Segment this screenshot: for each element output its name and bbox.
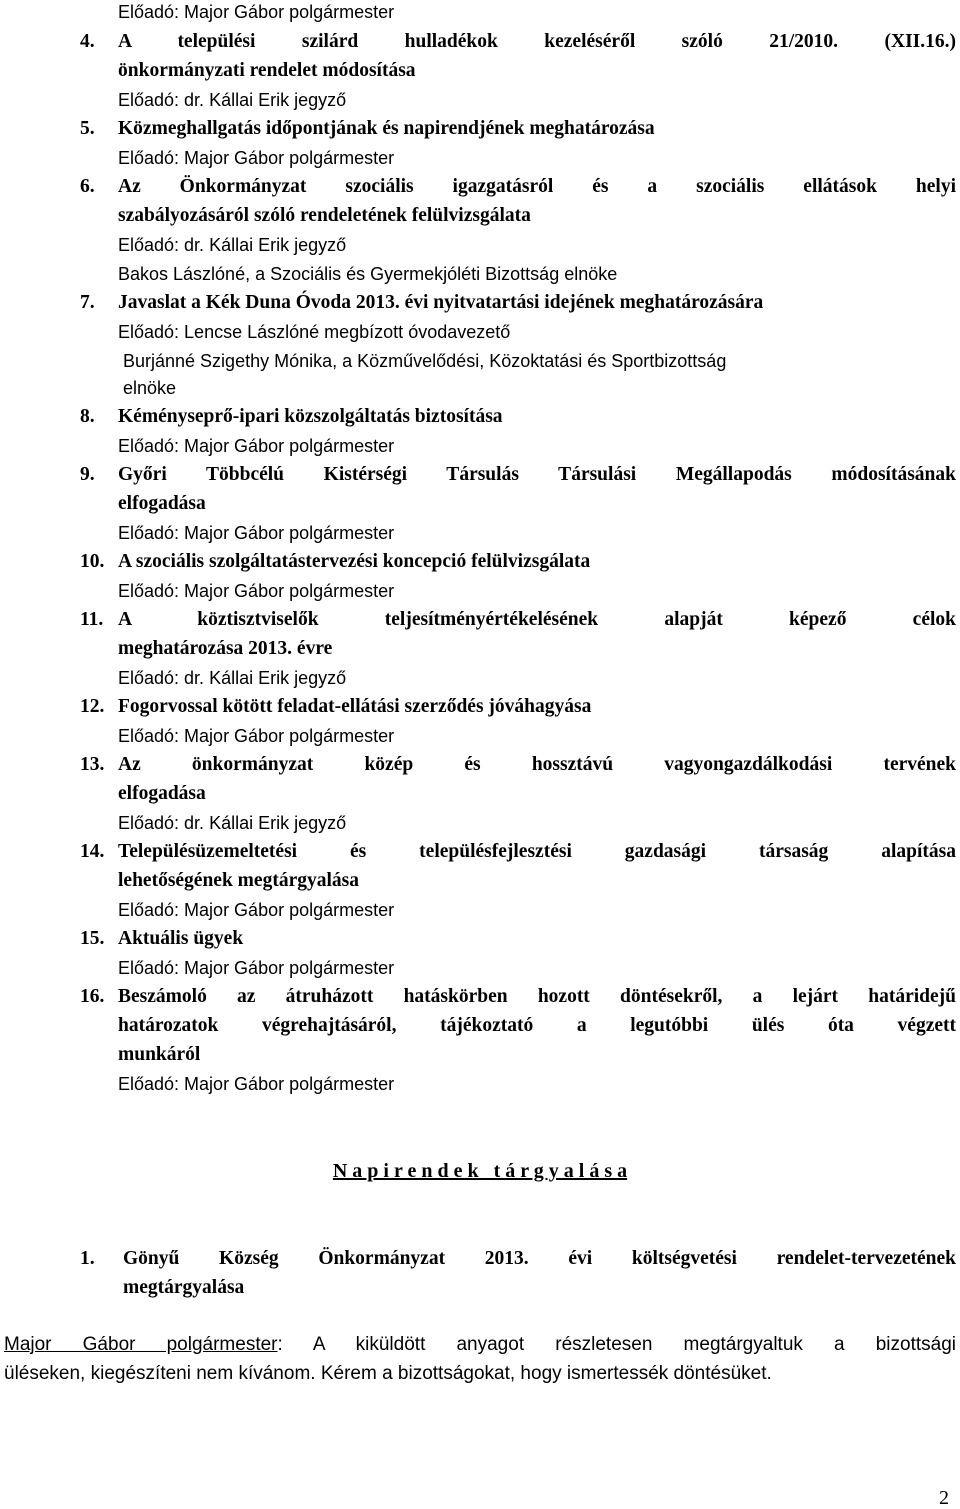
speaker-name: Major Gábor polgármester <box>4 1334 278 1355</box>
agenda-item-number: 5. <box>80 118 95 139</box>
agenda-item-title-cont: elfogadása <box>118 783 206 804</box>
agenda-item-title: Településüzemeltetési és településfejlesztési gazdasági társaság alapítása <box>118 841 956 862</box>
agenda-item-title: Aktuális ügyek <box>118 928 244 949</box>
agenda-item-title: Az önkormányzat közép és hossztávú vagyongazdálkodási tervének <box>118 754 956 775</box>
agenda-item-title-cont: szabályozásáról szóló rendeletének felülvizsgálata <box>118 205 531 226</box>
agenda-item-number: 11. <box>80 609 104 630</box>
agenda-item-title: A köztisztviselők teljesítményértékelésének alapját képező célok <box>118 609 956 630</box>
agenda-item-number: 8. <box>80 406 95 427</box>
agenda-item-title: A szociális szolgáltatástervezési koncepció felülvizsgálata <box>118 551 591 572</box>
agenda-item-title: Fogorvossal kötött feladat-ellátási szerződés jóváhagyása <box>118 696 592 717</box>
agenda-item-title-cont: elfogadása <box>118 493 206 514</box>
presenter-line: Előadó: Lencse Lászlóné megbízott óvodavezető <box>118 322 511 342</box>
presenter-line: Előadó: Major Gábor polgármester <box>118 148 395 168</box>
co-presenter-line-cont: elnöke <box>123 378 177 398</box>
agenda-item-number: 6. <box>80 176 95 197</box>
presenter-line: Előadó: Major Gábor polgármester <box>118 726 395 746</box>
agenda-item-title: Győri Többcélú Kistérségi Társulás Társulási Megállapodás módosításának <box>118 464 956 485</box>
agenda-item-number: 9. <box>80 464 95 485</box>
agenda-item-title: Az Önkormányzat szociális igazgatásról és a szociális ellátások helyi <box>118 176 956 197</box>
agenda-item-number: 14. <box>80 841 105 862</box>
co-presenter-line: Bakos Lászlóné, a Szociális és Gyermekjóléti Bizottság elnöke <box>118 264 618 284</box>
discussion-item-number: 1. <box>80 1248 95 1269</box>
presenter-line: Előadó: dr. Kállai Erik jegyző <box>118 813 347 833</box>
agenda-item-title: Beszámoló az átruházott hatáskörben hozott döntésekről, a lejárt határidejű <box>118 986 956 1007</box>
agenda-item-number: 16. <box>80 986 105 1007</box>
presenter-line: Előadó: dr. Kállai Erik jegyző <box>118 668 347 688</box>
presenter-line: Előadó: dr. Kállai Erik jegyző <box>118 90 347 110</box>
presenter-line: Előadó: Major Gábor polgármester <box>118 1074 395 1094</box>
presenter-line: Előadó: dr. Kállai Erik jegyző <box>118 235 347 255</box>
agenda-item-title: Közmeghallgatás időpontjának és napirendjének meghatározása <box>118 118 655 139</box>
agenda-item-title-cont: munkáról <box>118 1044 201 1065</box>
agenda-item-title-cont: határozatok végrehajtásáról, tájékoztató a legutóbbi ülés óta végzett <box>118 1015 956 1036</box>
agenda-item-number: 12. <box>80 696 105 717</box>
page-number: 2 <box>939 1487 949 1509</box>
presenter-line: Előadó: Major Gábor polgármester <box>118 2 395 22</box>
discussion-item-title-cont: megtárgyalása <box>123 1277 245 1298</box>
speech-text: : A kiküldött anyagot részletesen megtárgyaltuk a bizottsági <box>277 1334 957 1355</box>
speech-paragraph <box>4 1333 956 1357</box>
agenda-item-title-cont: önkormányzati rendelet módosítása <box>118 60 416 81</box>
agenda-item-number: 7. <box>80 292 95 313</box>
agenda-item-number: 15. <box>80 928 105 949</box>
agenda-item-title-cont: lehetőségének megtárgyalása <box>118 870 359 891</box>
presenter-line: Előadó: Major Gábor polgármester <box>118 958 395 978</box>
agenda-item-title: Javaslat a Kék Duna Óvoda 2013. évi nyitvatartási idejének meghatározására <box>118 292 764 313</box>
agenda-item-number: 10. <box>80 551 105 572</box>
co-presenter-line: Burjánné Szigethy Mónika, a Közművelődési, Közoktatási és Sportbizottság <box>123 351 727 371</box>
agenda-item-title-cont: meghatározása 2013. évre <box>118 638 333 659</box>
discussion-item-title: Gönyű Község Önkormányzat 2013. évi költségvetési rendelet-tervezetének <box>123 1248 956 1269</box>
presenter-line: Előadó: Major Gábor polgármester <box>118 900 395 920</box>
agenda-item-title: Kéményseprő-ipari közszolgáltatás biztosítása <box>118 406 503 427</box>
agenda-item-number: 4. <box>80 31 95 52</box>
agenda-item-title: A települési szilárd hulladékok kezeléséről szóló 21/2010. (XII.16.) <box>118 31 956 52</box>
section-heading: N a p i r e n d e k t á r g y a l á s a <box>332 1160 628 1182</box>
speech-text-cont: üléseken, kiegészíteni nem kívánom. Kérem a bizottságokat, hogy ismertessék döntésüket. <box>4 1363 772 1384</box>
agenda-item-number: 13. <box>80 754 105 775</box>
presenter-line: Előadó: Major Gábor polgármester <box>118 581 395 601</box>
presenter-line: Előadó: Major Gábor polgármester <box>118 436 395 456</box>
presenter-line: Előadó: Major Gábor polgármester <box>118 523 395 543</box>
